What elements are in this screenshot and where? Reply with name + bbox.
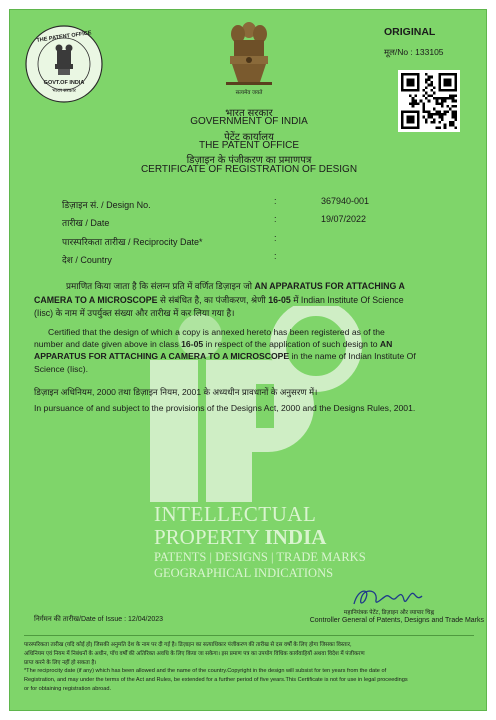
office-hindi: पेटेंट कार्यालय (224, 132, 274, 143)
reciprocity-date-label: पारस्परिकता तारीख / Reciprocity Date* (62, 237, 203, 247)
hindi-line-3: (Iisc) के नाम में उपर्युक्त संख्या और तारीख में कर लिया गया है। (34, 308, 235, 318)
emblem-icon (224, 16, 274, 88)
hindi-line-2: CAMERA TO A MICROSCOPE से संबंधित है, का पंजीकरण, श्रेणी 16-05 में Indian Institute Of Science (34, 294, 404, 305)
footnote-hindi-2: अधिनियम एवं नियम में निबंधनों के अधीन, पाँच वर्षों की अतिरिक्त अवधि के लिए किया जा सकेगा। इस प्रमाण पत्र का उपयोग विधिक कार्यवाहियों अथवा विदेश में पंजीकरण (24, 650, 365, 657)
issue-date-label: निर्गमन की तारीख/Date of Issue : (34, 616, 127, 623)
english-title-start: AN (379, 339, 393, 350)
emblem-motto: सत्यमेव जयते (235, 90, 263, 96)
footnote-english-1: *The reciprocity date (if any) which has been allowed and the name of the country.Copyright in the design will subsist for ten years from the date of (24, 668, 387, 675)
watermark-gi: GEOGRAPHICAL INDICATIONS (154, 566, 334, 580)
signatory-hindi: महानियंत्रक पेटेंट, डिज़ाइन और व्यापार चिह्न (343, 610, 435, 616)
watermark-property: PROPERTY (154, 525, 260, 549)
hindi-line-1: प्रमाणित किया जाता है कि संलग्न प्रति में वर्णित डिज़ाइन जो AN APPARATUS FOR ATTACHING A (66, 281, 405, 291)
english-line-2: number and date given above in class 16-05 in respect of the application of such design to AN (34, 339, 393, 350)
footnote-english-3: or for obtaining registration abroad. (24, 685, 112, 692)
watermark-india: INDIA (264, 525, 327, 549)
gov-hindi: भारत सरकार (225, 108, 273, 119)
date-sep: : (274, 214, 277, 224)
reciprocity-date-sep: : (274, 233, 277, 243)
date-label: तारीख / Date (62, 218, 110, 228)
design-class: 16-05 (268, 294, 291, 305)
original-label: ORIGINAL (384, 26, 436, 38)
watermark-services: PATENTS | DESIGNS | TRADE MARKS (154, 550, 366, 564)
design-title-part-1: AN APPARATUS FOR ATTACHING A (254, 281, 405, 291)
hindi-paragraph (34, 280, 466, 321)
serial-value: 133105 (415, 47, 444, 57)
act-hindi: डिज़ाइन अधिनियम, 2000 तथा डिज़ाइन नियम, 2001 के अध्यधीन प्रावधानों के अनुसरण में। (34, 387, 318, 397)
english-line-3: APPARATUS FOR ATTACHING A CAMERA TO A MICROSCOPE in the name of Indian Institute Of (34, 351, 416, 362)
footer-divider (24, 635, 474, 636)
footnote (24, 641, 476, 694)
national-emblem (224, 16, 274, 96)
watermark-intellectual: INTELLECTUAL (154, 502, 317, 526)
signatory-english: Controller General of Patents, Designs and Trade Marks (309, 617, 484, 624)
english-paragraph (34, 326, 470, 375)
issue-date (34, 615, 163, 624)
certificate-sheet (9, 9, 487, 711)
office-english: THE PATENT OFFICE (198, 140, 299, 151)
serial-number (384, 47, 444, 58)
english-line-4: Science (Iisc). (34, 363, 88, 374)
certificate-title-hindi: डिज़ाइन के पंजीकरण का प्रमाणपत्र (186, 155, 312, 166)
footnote-hindi-1: पारस्परिकता तारीख (यदि कोई हो) जिसकी अनुमति देश के नाम पर दी गई है। डिज़ाइन का सत्याधिकार पंजीकरण की तारीख से दस वर्षों के लिए होगा जिसका विस्तार, (24, 642, 352, 648)
english-line-1: Certified that the design of which a copy is annexed hereto has been registered as of the (48, 327, 385, 337)
gov-english: GOVERNMENT OF INDIA (190, 116, 308, 127)
design-no-sep: : (274, 196, 277, 206)
patent-office-seal (24, 24, 104, 104)
act-english: In pursuance of and subject to the provisions of the Designs Act, 2000 and the Designs Rules, 2001. (34, 403, 416, 413)
footnote-hindi-3: प्राप्त करने के लिए नहीं हो सकता है। (24, 659, 97, 666)
issue-date-value: 12/04/2023 (128, 616, 164, 623)
country-label: देश / Country (62, 255, 112, 265)
seal-hindi-text: भारत सरकार (52, 88, 76, 94)
english-design-class: 16-05 (181, 339, 204, 350)
design-no-value: 367940-001 (321, 196, 370, 206)
country-sep: : (274, 251, 277, 261)
design-no-label: डिज़ाइन सं. / Design No. (62, 200, 151, 210)
seal-bottom-text: GOVT.OF INDIA (43, 80, 85, 86)
serial-label: मूल/No : (384, 47, 413, 57)
watermark-property-india (154, 525, 326, 550)
seal-top-text: THE PATENT OFFICE (36, 30, 92, 44)
footnote-english-2: Registration, and may under the terms of the Act and Rules, be extended for a further period of five years.This Certificate is not for use in legal proceedings (24, 677, 408, 684)
english-design-title: APPARATUS FOR ATTACHING A CAMERA TO A MICROSCOPE (34, 351, 290, 362)
design-title-part-2: CAMERA TO A MICROSCOPE (34, 294, 158, 305)
certificate-title-english: CERTIFICATE OF REGISTRATION OF DESIGN (140, 164, 358, 175)
date-value: 19/07/2022 (321, 214, 367, 224)
